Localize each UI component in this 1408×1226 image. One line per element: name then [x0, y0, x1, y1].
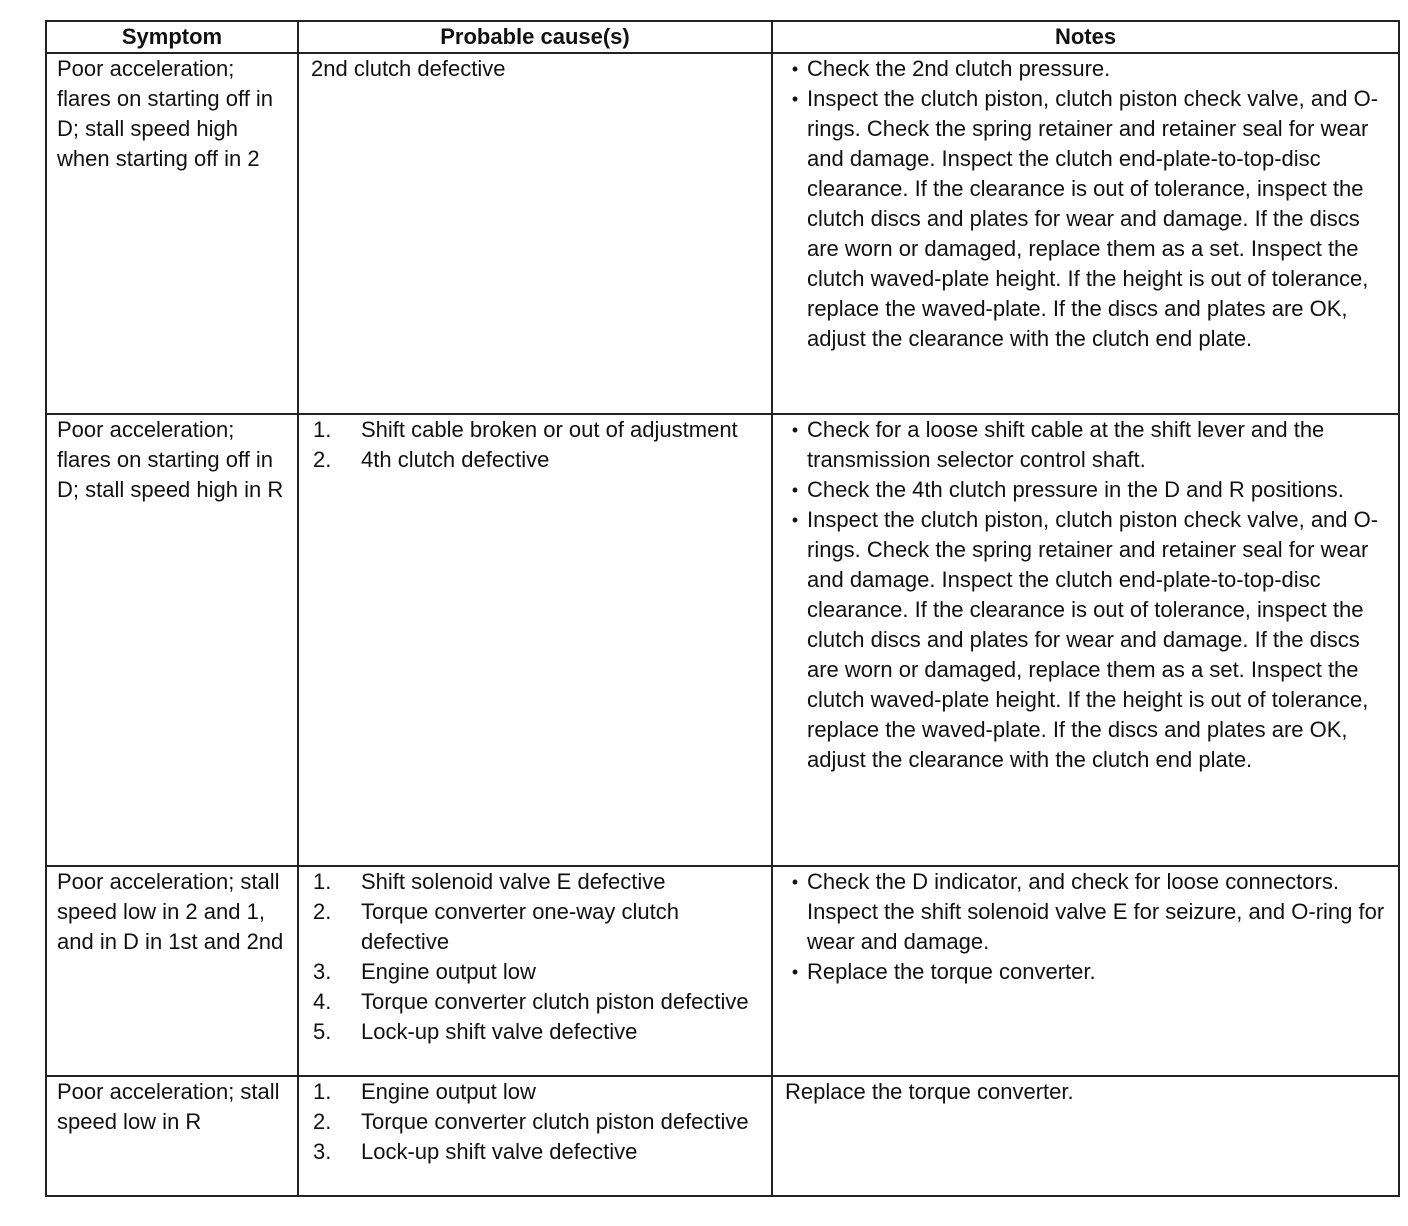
bullet-icon: • [791, 962, 799, 982]
symptom-cell: Poor acceleration; stall speed low in 2 and 1, and in D in 1st and 2nd [46, 866, 298, 1076]
notes-cell [772, 1076, 1399, 1196]
bullet-icon: • [791, 872, 799, 892]
cause-cell [298, 414, 772, 866]
bullet-icon: • [791, 480, 799, 500]
cause-item: 2. 4th clutch defective [313, 447, 550, 472]
note-item: • Inspect the clutch piston, clutch piston check valve, and O-rings. Check the spring retainer and retainer seal for wear and damage. Inspect the clutch end-plate-to-top-disc clearance. If the clearance is out of tolerance, inspect the clutch discs and plates for wear and damage. If the discs are worn or damaged, replace them as a set. Inspect the clutch waved-plate height. If the height is out of tolerance, replace the waved-plate. If the discs and plates are OK, adjust the clearance with the clutch end plate. [783, 505, 1392, 775]
cause-item: 3. Engine output low [313, 959, 536, 984]
table-row [46, 866, 1399, 1076]
note-item: • Check the 2nd clutch pressure. [783, 54, 1392, 84]
table-row [46, 53, 1399, 414]
notes-cell [772, 53, 1399, 414]
cause-item: 2. Torque converter clutch piston defective [313, 1109, 749, 1134]
header-notes: Notes [772, 21, 1399, 53]
cause-item: 5. Lock-up shift valve defective [313, 1019, 638, 1044]
note-item: • Check for a loose shift cable at the shift lever and the transmission selector control shaft. [783, 415, 1392, 475]
cause-item: 4. Torque converter clutch piston defective [313, 989, 749, 1014]
table-row [46, 1076, 1399, 1196]
header-symptom: Symptom [46, 21, 298, 53]
bullet-icon: • [791, 510, 799, 530]
cause-cell [298, 53, 772, 414]
cause-item: 1. Shift cable broken or out of adjustment [313, 417, 738, 442]
cause-text: 2nd clutch defective [311, 56, 506, 81]
cause-item: 1. Shift solenoid valve E defective [313, 869, 666, 894]
cause-item: 1. Engine output low [313, 1079, 536, 1104]
table-row [46, 414, 1399, 866]
cause-cell [298, 866, 772, 1076]
cause-item: 3. Lock-up shift valve defective [313, 1139, 638, 1164]
cause-cell [298, 1076, 772, 1196]
troubleshooting-table [45, 20, 1400, 1197]
symptom-cell: Poor acceleration; flares on starting off in D; stall speed high in R [46, 414, 298, 866]
notes-cell [772, 866, 1399, 1076]
notes-cell [772, 414, 1399, 866]
note-item: • Replace the torque converter. [783, 957, 1392, 987]
bullet-icon: • [791, 59, 799, 79]
note-item: • Check the D indicator, and check for loose connectors. Inspect the shift solenoid valve E for seizure, and O-ring for wear and damage. [783, 867, 1392, 957]
note-text: Replace the torque converter. [785, 1079, 1074, 1104]
bullet-icon: • [791, 89, 799, 109]
symptom-cell: Poor acceleration; flares on starting off in D; stall speed high when starting off in 2 [46, 53, 298, 414]
header-probable-causes: Probable cause(s) [298, 21, 772, 53]
symptom-cell: Poor acceleration; stall speed low in R [46, 1076, 298, 1196]
bullet-icon: • [791, 420, 799, 440]
cause-item: 2. Torque converter one-way clutch defective [313, 899, 679, 954]
note-item: • Inspect the clutch piston, clutch piston check valve, and O-rings. Check the spring retainer and retainer seal for wear and damage. Inspect the clutch end-plate-to-top-disc clearance. If the clearance is out of tolerance, inspect the clutch discs and plates for wear and damage. If the discs are worn or damaged, replace them as a set. Inspect the clutch waved-plate height. If the height is out of tolerance, replace the waved-plate. If the discs and plates are OK, adjust the clearance with the clutch end plate. [783, 84, 1392, 354]
note-item: • Check the 4th clutch pressure in the D and R positions. [783, 475, 1392, 505]
header-row [46, 21, 1399, 53]
